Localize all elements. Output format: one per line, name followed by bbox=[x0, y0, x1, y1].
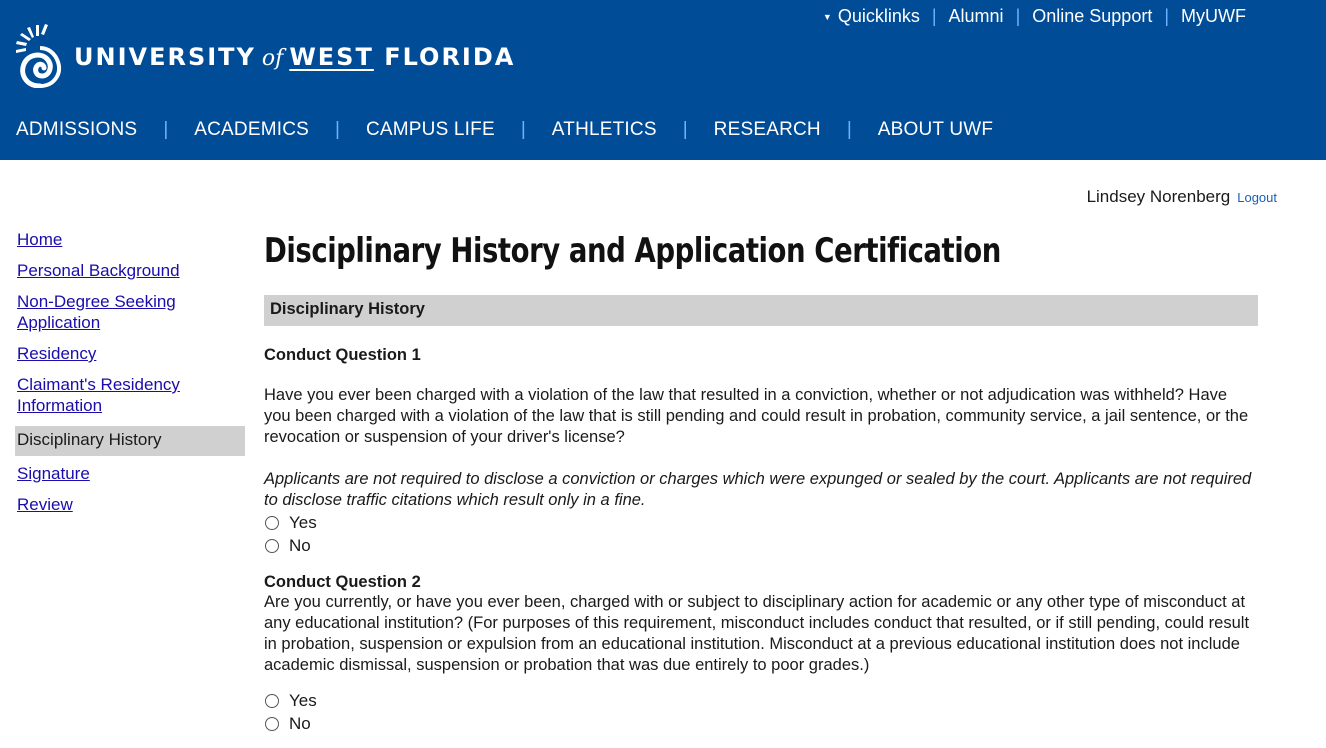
logo-florida: FLORIDA bbox=[384, 43, 516, 71]
q1-yes-option[interactable] bbox=[264, 511, 1258, 534]
quicklinks-dropdown[interactable] bbox=[823, 6, 920, 27]
separator: | bbox=[931, 6, 937, 26]
logo-wordmark bbox=[74, 43, 515, 71]
nav-campus-life[interactable]: CAMPUS LIFE bbox=[365, 119, 495, 140]
q1-no-radio[interactable] bbox=[265, 539, 279, 553]
q2-no-option[interactable] bbox=[264, 712, 1258, 735]
sidebar-item-residency[interactable]: Residency bbox=[17, 344, 97, 363]
separator: | bbox=[1015, 6, 1021, 26]
q2-yes-radio[interactable] bbox=[265, 694, 279, 708]
sidebar-item-review[interactable]: Review bbox=[17, 495, 73, 514]
sidebar-item-home[interactable]: Home bbox=[17, 230, 63, 249]
section-header: Disciplinary History bbox=[264, 295, 1258, 326]
logo-university: UNIVERSITY bbox=[74, 43, 256, 71]
nav-academics[interactable]: ACADEMICS bbox=[194, 119, 310, 140]
logout-link[interactable]: Logout bbox=[1237, 190, 1277, 205]
question-2-title: Conduct Question 2 bbox=[264, 573, 421, 591]
q1-no-label: No bbox=[289, 535, 311, 555]
myuwf-link[interactable]: MyUWF bbox=[1181, 6, 1246, 26]
page-title: Disciplinary History and Application Certification bbox=[264, 231, 1001, 271]
question-2-text: Are you currently, or have you ever been, charged with or subject to disciplinary action for academic or any other type of misconduct at any educational institution? (For purposes of this requirement, misconduct includes conduct that resulted, or if still pending, could result in probation, suspension or expulsion from an educational institution. Misconduct at a previous educational institution does not include academic dismissal, suspension or probation that was due entirely to poor grades.) bbox=[264, 593, 1250, 674]
q2-yes-label: Yes bbox=[289, 690, 317, 710]
site-header bbox=[0, 0, 1326, 160]
main-content bbox=[264, 229, 1258, 735]
logo-of: of bbox=[261, 46, 284, 71]
nav-research[interactable]: RESEARCH bbox=[713, 119, 821, 140]
quicklinks-label: Quicklinks bbox=[837, 6, 920, 26]
sidebar-item-personal-background[interactable]: Personal Background bbox=[17, 261, 180, 280]
q1-yes-label: Yes bbox=[289, 512, 317, 532]
sidebar-item-signature[interactable]: Signature bbox=[17, 464, 90, 483]
question-1-note: Applicants are not required to disclose a conviction or charges which were expunged or sealed by the court. Applicants are not required to disclose traffic citations which result only in a fine. bbox=[264, 470, 1252, 509]
sidebar-item-claimant-residency[interactable]: Claimant's Residency Information bbox=[17, 375, 180, 415]
separator: | bbox=[846, 119, 852, 140]
q1-yes-radio[interactable] bbox=[265, 516, 279, 530]
online-support-link[interactable]: Online Support bbox=[1032, 6, 1153, 26]
user-name: Lindsey Norenberg bbox=[1086, 187, 1231, 206]
nav-about-uwf[interactable]: ABOUT UWF bbox=[877, 119, 994, 140]
separator: | bbox=[520, 119, 526, 140]
question-1-title: Conduct Question 1 bbox=[264, 346, 421, 364]
separator: | bbox=[1164, 6, 1170, 26]
user-bar bbox=[1087, 187, 1277, 207]
nav-athletics[interactable]: ATHLETICS bbox=[551, 119, 657, 140]
sidebar-item-non-degree-application[interactable]: Non-Degree Seeking Application bbox=[17, 292, 176, 332]
nautilus-logo-icon bbox=[14, 24, 66, 88]
utility-links bbox=[823, 6, 1246, 27]
alumni-link[interactable]: Alumni bbox=[948, 6, 1004, 26]
logo-west: WEST bbox=[289, 43, 374, 71]
q2-options bbox=[264, 689, 1258, 735]
q1-no-option[interactable] bbox=[264, 534, 1258, 557]
q2-yes-option[interactable] bbox=[264, 689, 1258, 712]
separator: | bbox=[163, 119, 169, 140]
sidebar-nav bbox=[15, 229, 245, 525]
question-1-text: Have you ever been charged with a violation of the law that resulted in a conviction, whether or not adjudication was withheld? Have you been charged with a violation of the law that is still pending and could result in probation, community service, a jail sentence, or the revocation or suspension of your driver's license? bbox=[264, 386, 1249, 446]
q2-no-radio[interactable] bbox=[265, 717, 279, 731]
main-nav bbox=[16, 119, 993, 141]
separator: | bbox=[335, 119, 340, 140]
sidebar-item-disciplinary-history[interactable]: Disciplinary History bbox=[15, 426, 245, 456]
caret-down-icon: ▼ bbox=[822, 11, 832, 22]
separator: | bbox=[682, 119, 688, 140]
uwf-logo[interactable] bbox=[14, 24, 515, 88]
nav-admissions[interactable]: ADMISSIONS bbox=[16, 119, 138, 140]
q2-no-label: No bbox=[289, 713, 311, 733]
